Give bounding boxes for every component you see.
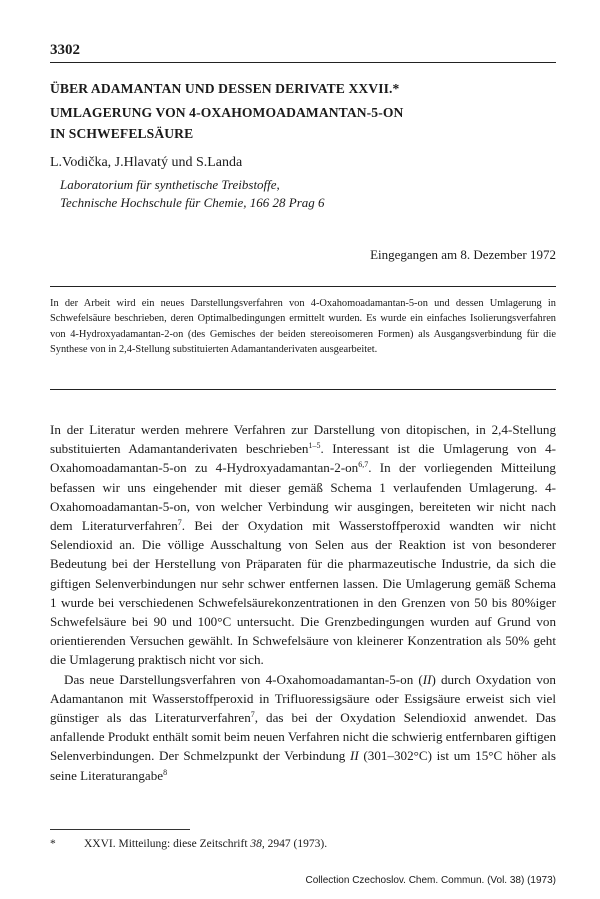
text-run: ) durch Oxydation von Adamantanon mit Wasserstoffperoxid in Trifluoressigsäure oder Essigsäure erweist sich viel günstiger als das Literaturverfahren [50, 671, 556, 726]
text-run: Das neue Darstellungsverfahren von 4-Oxahomoadamantan-5-on ( [64, 671, 423, 687]
text-run: . Bei der Oxydation mit Wasserstoffperoxid wandten wir nicht Selendioxid an. Die völlige Ausschaltung von Selen aus der Reaktion ist von besonderer Bedeutung bei der Herstellung von Präparaten für die pharmazeutische Industrie, da sich die giftigen Selenverbindungen nur sehr schwer entfernen lassen. Die Umlagerung gemäß Schema 1 wurde bei verschiedenen Schwefelsäurekonzentrationen in den Grenzen von 50 bis 80%iger Schwefelsäure bei 90 und 100°C untersucht. Die Grenzbedingungen wurden auf Grund von orientierenden Versuchen gewählt. In Schwefelsäure von kleinerer Konzentration als 50% geht die Umlagerung praktisch nicht vor sich. [50, 518, 556, 668]
affiliation-line-2: Technische Hochschule für Chemie, 166 28 Prag 6 [60, 195, 325, 210]
article-title [50, 79, 556, 145]
footnote-mark: * [50, 838, 56, 850]
journal-reference: Collection Czechoslov. Chem. Commun. (Vol. 38) (1973) [305, 875, 556, 886]
footnote-text: XXVI. Mitteilung: diese Zeitschrift [84, 838, 251, 850]
citation: 8 [163, 767, 168, 777]
title-line-1: ÜBER ADAMANTAN UND DESSEN DERIVATE XXVII.* [50, 81, 400, 96]
footnote-volume: 38, [250, 838, 265, 850]
header-rule [50, 62, 556, 63]
citation: 7 [177, 518, 182, 528]
text-run: . Interessant ist die Umlagerung von 4-Oxahomoadamantan-5-on zu 4-Hydroxyadamantan-2-on [50, 441, 556, 476]
received-date: Eingegangen am 8. Dezember 1972 [370, 247, 556, 262]
affiliation-line-1: Laboratorium für synthetische Treibstoffe, [60, 177, 280, 192]
abstract-top-rule [50, 286, 556, 287]
text-run: . In der vorliegenden Mitteilung befassen wir uns eingehender mit dieser gemäß Schema 1 verlaufenden Umlagerung. 4-Oxahomoadamantan-5-on, von welcher Verbindung wir ausgingen, bereiteten wir nicht nach dem Literaturverfahren [50, 460, 556, 534]
title-line-3: IN SCHWEFELSÄURE [50, 126, 194, 141]
citation: 1–5 [308, 441, 321, 451]
page-number: 3302 [50, 42, 80, 58]
title-line-2: UMLAGERUNG VON 4-OXAHOMOADAMANTAN-5-ON [50, 105, 404, 120]
footnote-text: 2947 (1973). [264, 838, 328, 850]
footnote [50, 838, 327, 850]
authors: L.Vodička, J.Hlavatý und S.Landa [50, 155, 243, 170]
text-run: (301–302°C) ist um 15°C höher als seine Literaturangabe [50, 748, 556, 783]
compound-ref: II [422, 671, 432, 687]
footnote-rule [50, 829, 190, 830]
paragraph-2 [50, 670, 556, 785]
text-run: In der Literatur werden mehrere Verfahren zur Darstellung von ditopischen, in 2,4-Stellung substituierten Adamantanderivaten beschrieben [50, 422, 556, 457]
abstract-bottom-rule [50, 389, 556, 390]
citation: 7 [250, 710, 255, 720]
compound-ref: II [350, 748, 359, 764]
citation: 6,7 [358, 460, 369, 470]
body-text [50, 420, 556, 785]
abstract: In der Arbeit wird ein neues Darstellungsverfahren von 4-Oxahomoadamantan-5-on und dessen Umlagerung in Schwefelsäure beschrieben, deren Optimalbedingungen ermittelt wurden. Es wurde ein einfaches Isolierungsverfahren von 4-Hydroxyadamantan-2-on (des Gemisches der beiden stereoisomeren Formen) als Ausgangsverbindung für die Synthese von in 2,4-Stellung substituierten Adamantanderivaten ausgearbeitet. [50, 298, 556, 355]
paragraph-1 [50, 420, 556, 670]
affiliation [60, 176, 325, 212]
text-run: , das bei der Oxydation Selendioxid anwendet. Das anfallende Produkt enthält somit beim neuen Verfahren nicht die schwierig entfernbaren giftigen Selenverbindungen. Der Schmelzpunkt der Verbindung [50, 710, 556, 764]
